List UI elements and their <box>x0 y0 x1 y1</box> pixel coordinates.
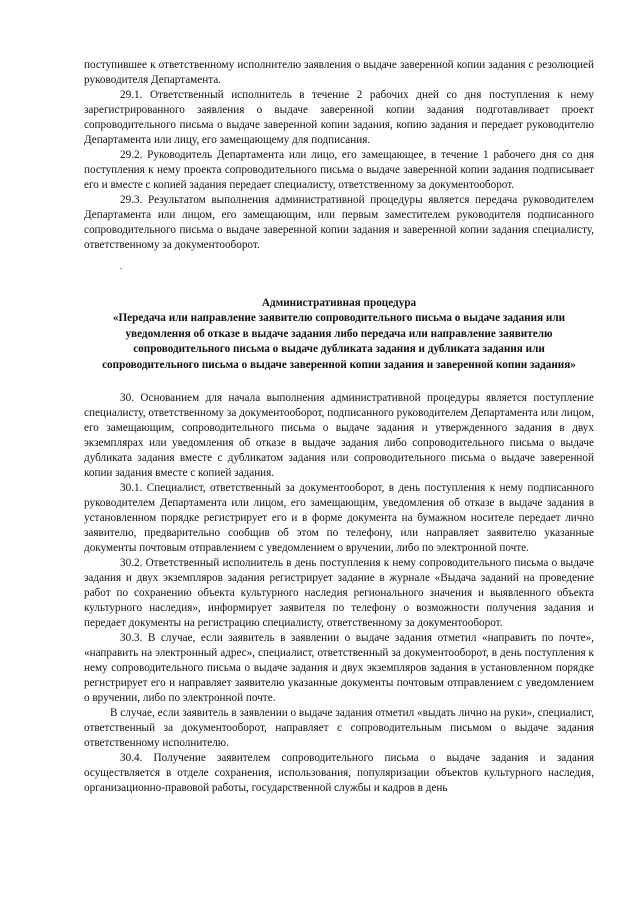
paragraph-30-3: 30.3. В случае, если заявитель в заявлении о выдаче задания отметил «направить по почте», «направить на электронный адрес», специалист, ответственный за документооборот, в день поступления к нему сопроводительного письма о выдаче задания и двух экземпляров задания в установленном порядке регистрирует его и направляет заявителю указанные документы почтовым отправлением с уведомлением о вручении, либо по электронной почте. <box>84 632 594 705</box>
paragraph-30-4: 30.4. Получение заявителем сопроводительного письма о выдаче задания и задания осуществляется в отделе сохранения, использования, популяризации объектов культурного наследия, организационно-правовой работы, государственной службы и кадров в день <box>84 752 594 795</box>
paragraph-29-1: 29.1. Ответственный исполнитель в течение 2 рабочих дней со дня поступления к нему зарегистрированного заявления о выдаче заверенной копии задания подготавливает проект сопроводительного письма о выдаче заверенной копии задания, копию задания и передает руководителю Департамента или лицу, его замещающему для подписания. <box>84 89 594 146</box>
paragraph-30-1: 30.1. Специалист, ответственный за документооборот, в день поступления к нему подписанного руководителем Департамента или лицом, его замещающим, уведомления об отказе в выдаче задания в установленном порядке регистрирует его и в форме документа на бумажном носителе передает лично заявителю, предварительно сообщив об этом по телефону, или направляет заявителю указанные документы почтовым отправлением с уведомлением о вручении, либо по электронной почте. <box>84 482 594 555</box>
paragraph-29-3: 29.3. Результатом выполнения административной процедуры является передача руководителем Департамента или лицом, его замещающим, или первым заместителем руководителя подписанного сопроводительного письма о выдаче заверенной копии задания и заверенной копии задания специалисту, ответственному за документооборот. <box>84 194 594 251</box>
stray-mark: . <box>120 261 123 271</box>
heading-procedure-label: Административная процедура <box>261 297 417 309</box>
paragraph-30: 30. Основанием для начала выполнения административной процедуры является поступление специалисту, ответственному за документооборот, подписанного руководителем Департамента или лицом, его замещающим, сопроводительного письма о выдаче задания и утвержденного задания в двух экземплярах или уведомления об отказе в выдаче задания либо сопроводительного письма о выдаче дубликата задания вместе с дубликатом задания или сопроводительного письма о выдаче заверенной копии задания вместе с копией задания. <box>84 392 594 480</box>
paragraph-intro-continuation: поступившее к ответственному исполнителю заявления о выдаче заверенной копии задания с резолюцией руководителя Департамента. <box>84 59 594 86</box>
paragraph-30-2: 30.2. Ответственный исполнитель в день поступления к нему сопроводительного письма о выдаче задания и двух экземпляров задания регистрирует задание в журнале «Выдача заданий на проведение работ по сохранению объекта культурного наследия регионального значения и выявленного объекта культурного наследия», информирует заявителя по телефону о возможности получения задания и передает документы на регистрацию специалисту, ответственному за документооборот. <box>84 557 594 630</box>
section-heading <box>84 296 594 373</box>
paragraph-29-2: 29.2. Руководитель Департамента или лицо, его замещающее, в течение 1 рабочего дня со дня поступления к нему проекта сопроводительного письма о выдаче заверенной копии задания подписывает его и вместе с копией задания передает специалисту, ответственному за документооборот. <box>84 149 594 191</box>
heading-procedure-title: «Передача или направление заявителю сопроводительного письма о выдаче задания или уведомления об отказе в выдаче задания либо передача или направление заявителю сопроводительного письма о выдаче дубликата задания и дубликата задания или сопроводительного письма о выдаче заверенной копии задания и заверенной копии задания» <box>102 312 576 371</box>
paragraph-30-3-continuation: В случае, если заявитель в заявлении о выдаче задания отметил «выдать лично на руки», специалист, ответственный за документооборот, направляет с сопроводительным письмом о выдаче задания ответственному исполнителю. <box>84 707 594 750</box>
